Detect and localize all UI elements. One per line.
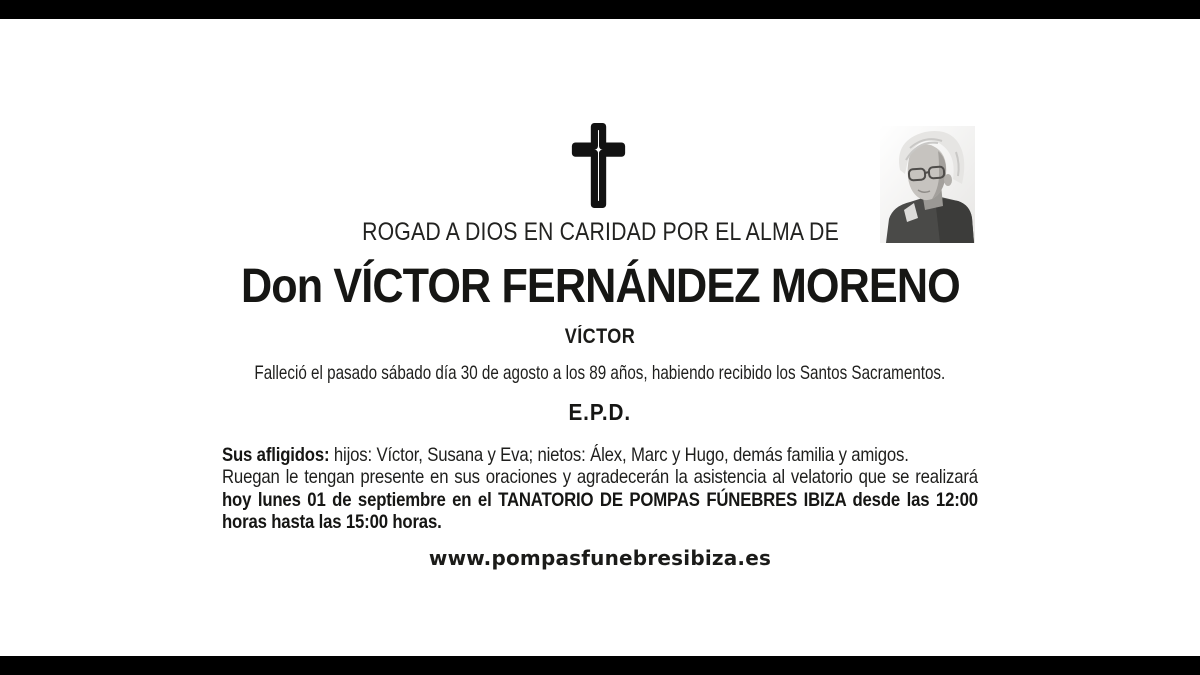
deceased-nickname-text: VÍCTOR	[564, 325, 636, 348]
cross-icon	[571, 123, 626, 208]
death-notice-line	[0, 360, 1200, 387]
death-notice-text: Falleció el pasado sábado día 30 de agosto a los 89 años, habiendo recibido los Santos Sacramentos.	[254, 362, 946, 384]
invocation-text: ROGAD A DIOS EN CARIDAD POR EL ALMA DE	[361, 218, 839, 246]
deceased-name-text: Don VÍCTOR FERNÁNDEZ MORENO	[240, 260, 960, 313]
wake-paragraph	[222, 466, 978, 533]
family-intro-bold: Sus afligidos:	[222, 444, 330, 466]
epd-line	[0, 398, 1200, 426]
letterbox-top-bar	[0, 0, 1200, 19]
deceased-nickname	[0, 324, 1200, 350]
funeral-home-website[interactable]	[0, 545, 1200, 571]
wake-normal-text: Ruegan le tengan presente en sus oraciones y agradecerán la asistencia al velatorio que se realizará	[222, 466, 978, 489]
invocation-line	[0, 217, 1200, 247]
family-rest-text: hijos: Víctor, Susana y Eva; nietos: Álex, Marc y Hugo, demás familia y amigos.	[329, 444, 909, 466]
letterbox-bottom-bar	[0, 656, 1200, 675]
family-and-wake-paragraphs	[222, 444, 978, 533]
deceased-name	[0, 258, 1200, 316]
family-line	[222, 444, 978, 466]
website-url-text[interactable]: www.pompasfunebresibiza.es	[428, 546, 772, 570]
epd-text: E.P.D.	[568, 399, 632, 425]
wake-bold-text: hoy lunes 01 de septiembre en el TANATORIO DE POMPAS FÚNEBRES IBIZA desde las 12:00 horas hasta las 15:00 horas.	[222, 488, 978, 533]
